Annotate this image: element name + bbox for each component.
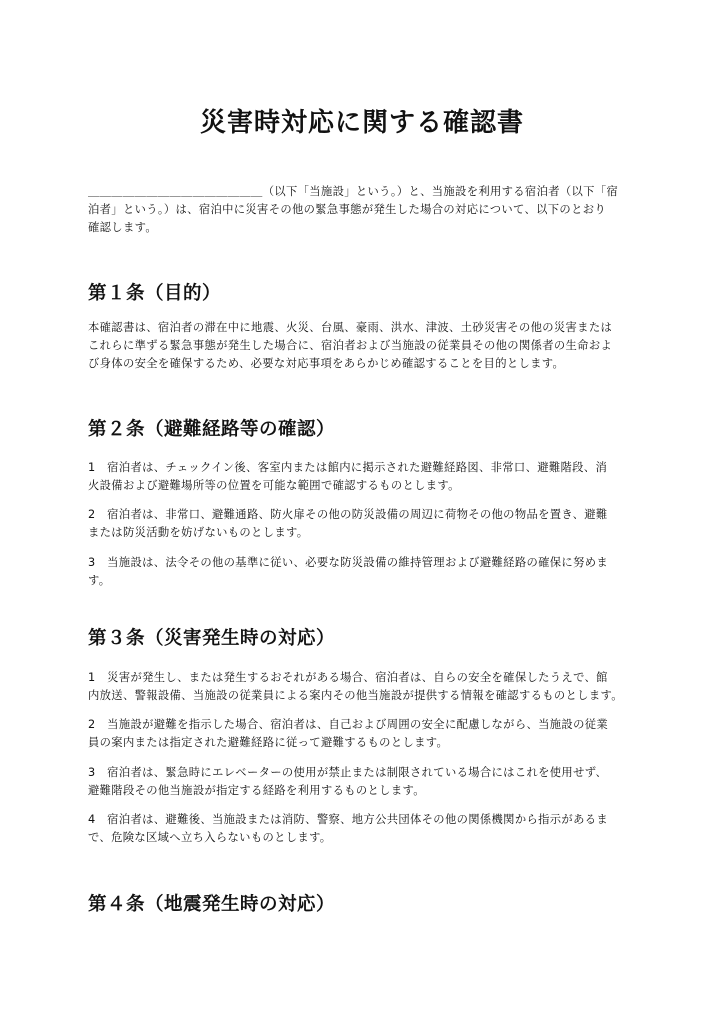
article-4-heading: 第４条（地震発生時の対応） xyxy=(88,894,336,915)
article-2-clause-3-line: 3 当施設は、法令その他の基準に従い、必要な防災設備の維持管理および避難経路の確保に努めま xyxy=(88,556,609,569)
document-title: 災害時対応に関する確認書 xyxy=(199,108,524,138)
article-3-clause-3-line: 避難階段その他当施設が指定する経路を利用するものとします。 xyxy=(88,784,425,797)
article-1-line: これらに準ずる緊急事態が発生した場合に、宿泊者および当施設の従業員その他の関係者の生命およ xyxy=(88,339,613,352)
article-3-clause-2-line: 2 当施設が避難を指示した場合、宿泊者は、自己および周囲の安全に配慮しながら、当施設の従業 xyxy=(88,718,609,731)
article-2-clause-1-line: 火設備および避難場所等の位置を可能な範囲で確認するものとします。 xyxy=(88,479,460,492)
article-3-clause-4-line: で、危険な区域へ立ち入らないものとします。 xyxy=(88,831,332,844)
article-1-line: 本確認書は、宿泊者の滞在中に地震、火災、台風、豪雨、洪水、津波、土砂災害その他の災害または xyxy=(88,321,613,334)
article-3-clause-4-line: 4 宿泊者は、避難後、当施設または消防、警察、地方公共団体その他の関係機関から指示があるま xyxy=(88,813,609,826)
article-2-clause-1-line: 1 宿泊者は、チェックイン後、客室内または館内に掲示された避難経路図、非常口、避難階段、消 xyxy=(88,461,608,474)
preamble-line: 泊者」という。）は、宿泊中に災害その他の緊急事態が発生した場合の対応について、以下のとおり xyxy=(88,203,607,216)
article-2-heading: 第２条（避難経路等の確認） xyxy=(88,419,336,440)
article-2-clause-2-line: または防災活動を妨げないものとします。 xyxy=(88,526,309,539)
article-1-heading: 第１条（目的） xyxy=(88,283,222,304)
article-3-heading: 第３条（災害発生時の対応） xyxy=(88,628,336,649)
article-3-clause-1-line: 内放送、警報設備、当施設の従業員による案内その他当施設が提供する情報を確認するものとします。 xyxy=(88,689,623,702)
article-2-clause-3-line: す。 xyxy=(88,574,111,587)
article-2-clause-2-line: 2 宿泊者は、非常口、避難通路、防火扉その他の防災設備の周辺に荷物その他の物品を置き、避難 xyxy=(88,508,608,521)
article-3-clause-2-line: 員の案内または指定された避難経路に従って避難するものとします。 xyxy=(88,736,449,749)
preamble-line: 確認します。 xyxy=(88,221,157,234)
article-3-clause-1-line: 1 災害が発生し、または発生するおそれがある場合、宿泊者は、自らの安全を確保したうえで、館 xyxy=(88,671,608,684)
article-1-line: び身体の安全を確保するため、必要な対応事項をあらかじめ確認することを目的とします。 xyxy=(88,357,565,370)
preamble-line: ＿＿＿＿＿＿＿＿＿＿＿＿＿＿＿（以下「当施設」という。）と、当施設を利用する宿泊者（以下「宿 xyxy=(88,185,619,198)
article-3-clause-3-line: 3 宿泊者は、緊急時にエレベーターの使用が禁止または制限されている場合にはこれを使用せず、 xyxy=(88,766,608,779)
